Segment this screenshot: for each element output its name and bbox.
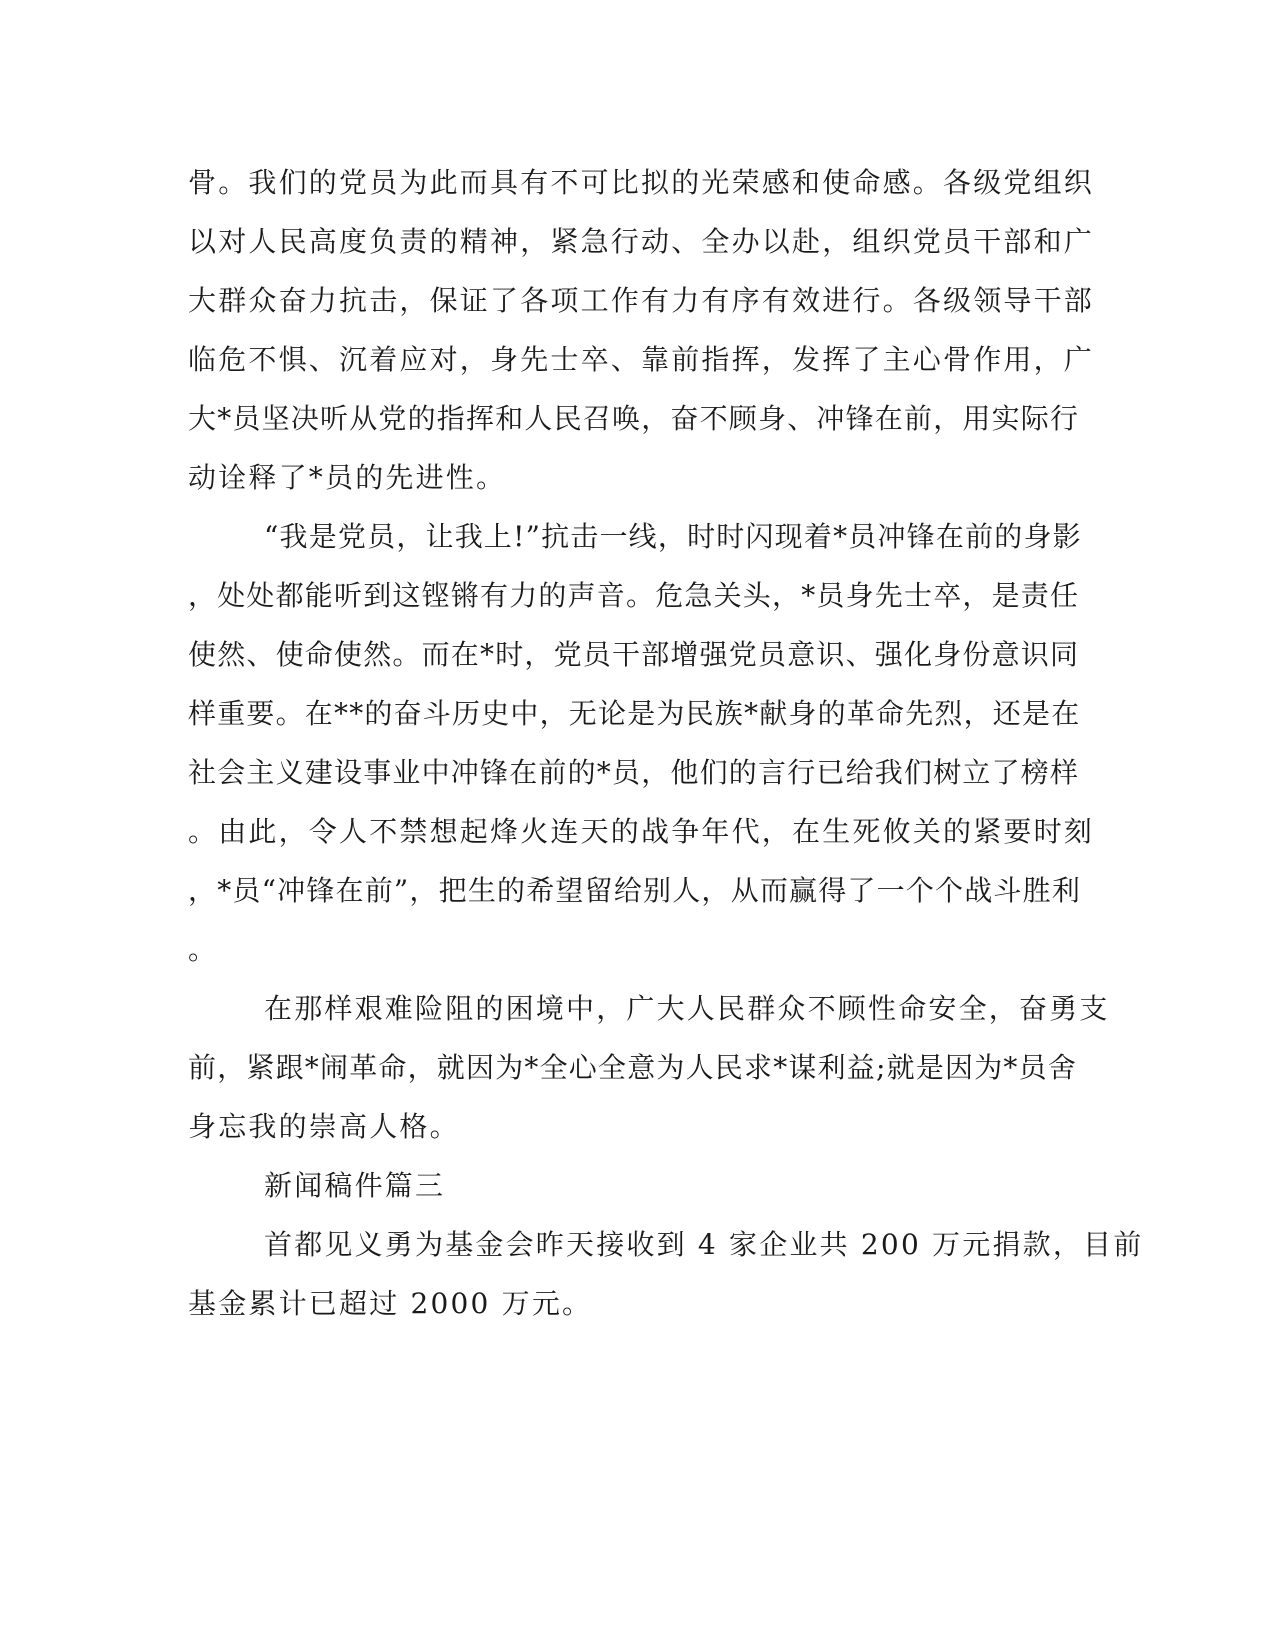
paragraph-line: 动诠释了*员的先进性。 <box>188 461 507 494</box>
paragraph-line: 首都见义勇为基金会昨天接收到 4 家企业共 200 万元捐款，目前 <box>264 1228 1144 1261</box>
paragraph-line: 身忘我的崇高人格。 <box>188 1110 460 1143</box>
paragraph-line: 以对人民高度负责的精神，紧急行动、全办以赴，组织党员干部和广 <box>188 225 1095 258</box>
paragraph-line: 。 <box>188 933 219 966</box>
paragraph-line: 临危不惧、沉着应对，身先士卒、靠前指挥，发挥了主心骨作用，广 <box>188 343 1095 376</box>
section-heading: 新闻稿件篇三 <box>264 1169 446 1202</box>
paragraph-line: ，*员“冲锋在前”，把生的希望留给别人，从而赢得了一个个战斗胜利 <box>188 874 1082 907</box>
paragraph-line: “我是党员，让我上!”抗击一线，时时闪现着*员冲锋在前的身影 <box>264 520 1082 553</box>
paragraph-line: 前，紧跟*闹革命，就因为*全心全意为人民求*谋利益;就是因为*员舍 <box>188 1051 1078 1084</box>
paragraph-line: 大群众奋力抗击，保证了各项工作有力有序有效进行。各级领导干部 <box>188 284 1095 317</box>
paragraph-line: 在那样艰难险阻的困境中，广大人民群众不顾性命安全，奋勇支 <box>264 992 1110 1025</box>
paragraph-line: 骨。我们的党员为此而具有不可比拟的光荣感和使命感。各级党组织 <box>188 166 1095 199</box>
paragraph-line: 社会主义建设事业中冲锋在前的*员，他们的言行已给我们树立了榜样 <box>188 756 1080 789</box>
paragraph-line: 样重要。在**的奋斗历史中，无论是为民族*献身的革命先烈，还是在 <box>188 697 1081 730</box>
paragraph-line: ，处处都能听到这铿锵有力的声音。危急关头，*员身先士卒，是责任 <box>188 579 1080 612</box>
paragraph-line: 大*员坚决听从党的指挥和人民召唤，奋不顾身、冲锋在前，用实际行 <box>188 402 1080 435</box>
paragraph-line: 使然、使命使然。而在*时，党员干部增强党员意识、强化身份意识同 <box>188 638 1080 671</box>
paragraph-line: 基金累计已超过 2000 万元。 <box>188 1287 593 1320</box>
paragraph-line: 。由此，令人不禁想起烽火连天的战争年代，在生死攸关的紧要时刻 <box>188 815 1095 848</box>
